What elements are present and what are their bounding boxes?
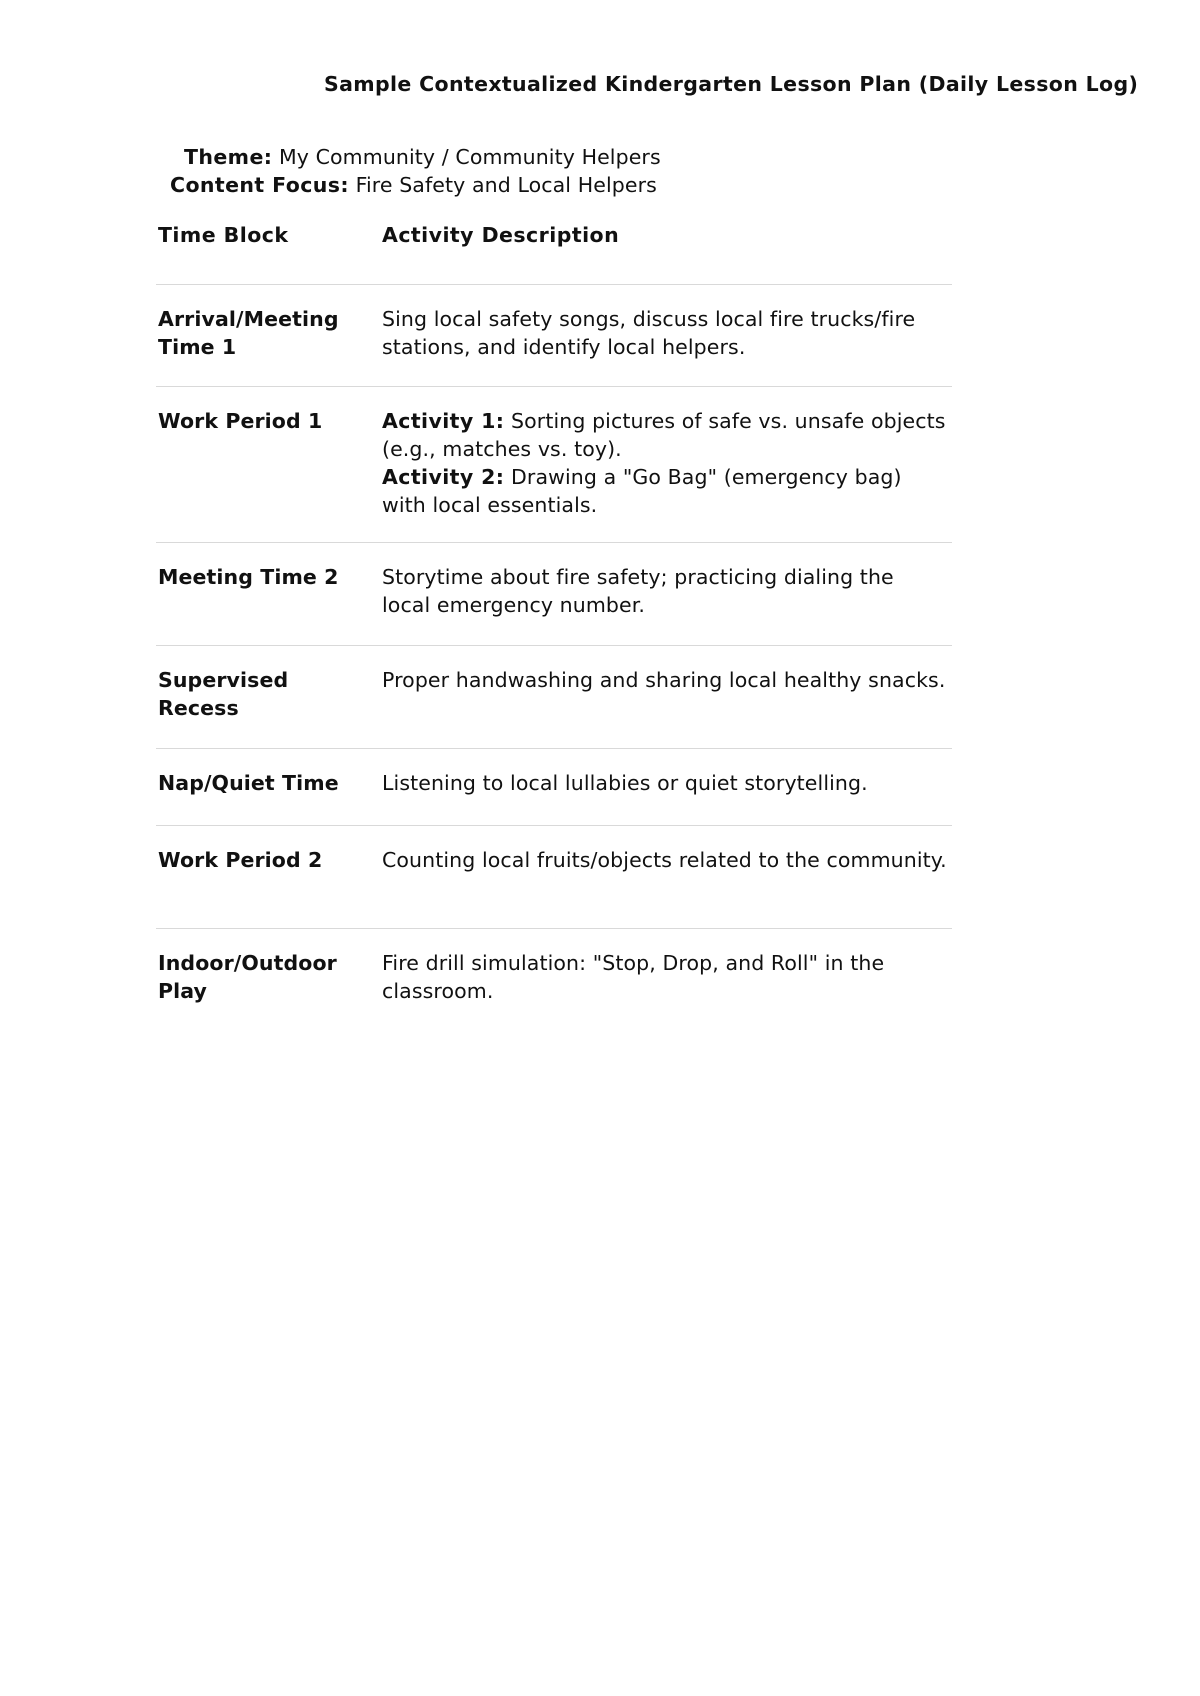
time-block-cell: Indoor/Outdoor Play: [158, 951, 337, 1003]
theme-label: Theme:: [184, 145, 273, 169]
time-block-cell: Meeting Time 2: [156, 543, 380, 646]
lesson-plan-table: [156, 221, 952, 1032]
time-block-cell: Work Period 1: [156, 387, 380, 543]
activity-description-cell: Sing local safety songs, discuss local fire trucks/fire stations, and identify local helpers.: [380, 285, 952, 387]
activity-description-cell: Storytime about fire safety; practicing dialing the local emergency number.: [380, 543, 952, 646]
content-focus-value: Fire Safety and Local Helpers: [355, 173, 657, 197]
column-header-time-block: Time Block: [156, 221, 380, 285]
activity-description-cell: Proper handwashing and sharing local healthy snacks.: [380, 646, 952, 749]
content-focus-label: Content Focus:: [170, 173, 349, 197]
table-header-row: [156, 221, 952, 285]
table-row: [156, 387, 952, 543]
table-row: [156, 929, 952, 1032]
table-row: [156, 749, 952, 826]
activity-description-cell: Counting local fruits/objects related to the community.: [380, 826, 952, 929]
table-row: [156, 285, 952, 387]
activity-description-cell: [380, 387, 952, 543]
activity-2-line: [382, 463, 948, 519]
time-block-cell: Arrival/Meeting Time 1: [156, 285, 380, 387]
time-block-cell: Supervised Recess: [156, 646, 380, 749]
content-focus-line: [170, 171, 657, 199]
table-row: [156, 543, 952, 646]
activity-1-text: Sorting pictures of safe vs. unsafe objects (e.g., matches vs. toy).: [382, 409, 946, 461]
time-block-cell: Work Period 2: [156, 826, 380, 929]
theme-line: [184, 143, 661, 171]
column-header-activity-description: Activity Description: [380, 221, 952, 285]
activity-2-label: Activity 2:: [382, 465, 505, 489]
table-row: [156, 646, 952, 749]
activity-description-cell: Listening to local lullabies or quiet storytelling.: [380, 749, 952, 826]
activity-1-label: Activity 1:: [382, 409, 505, 433]
theme-value: My Community / Community Helpers: [278, 145, 661, 169]
page-title: Sample Contextualized Kindergarten Lesson Plan (Daily Lesson Log): [324, 72, 1139, 96]
table-row: [156, 826, 952, 929]
activity-2-text: Drawing a "Go Bag" (emergency bag) with local essentials.: [382, 465, 902, 517]
activity-description-cell: Fire drill simulation: "Stop, Drop, and Roll" in the classroom.: [382, 951, 885, 1003]
activity-1-line: [382, 407, 948, 463]
time-block-cell: Nap/Quiet Time: [156, 749, 380, 826]
